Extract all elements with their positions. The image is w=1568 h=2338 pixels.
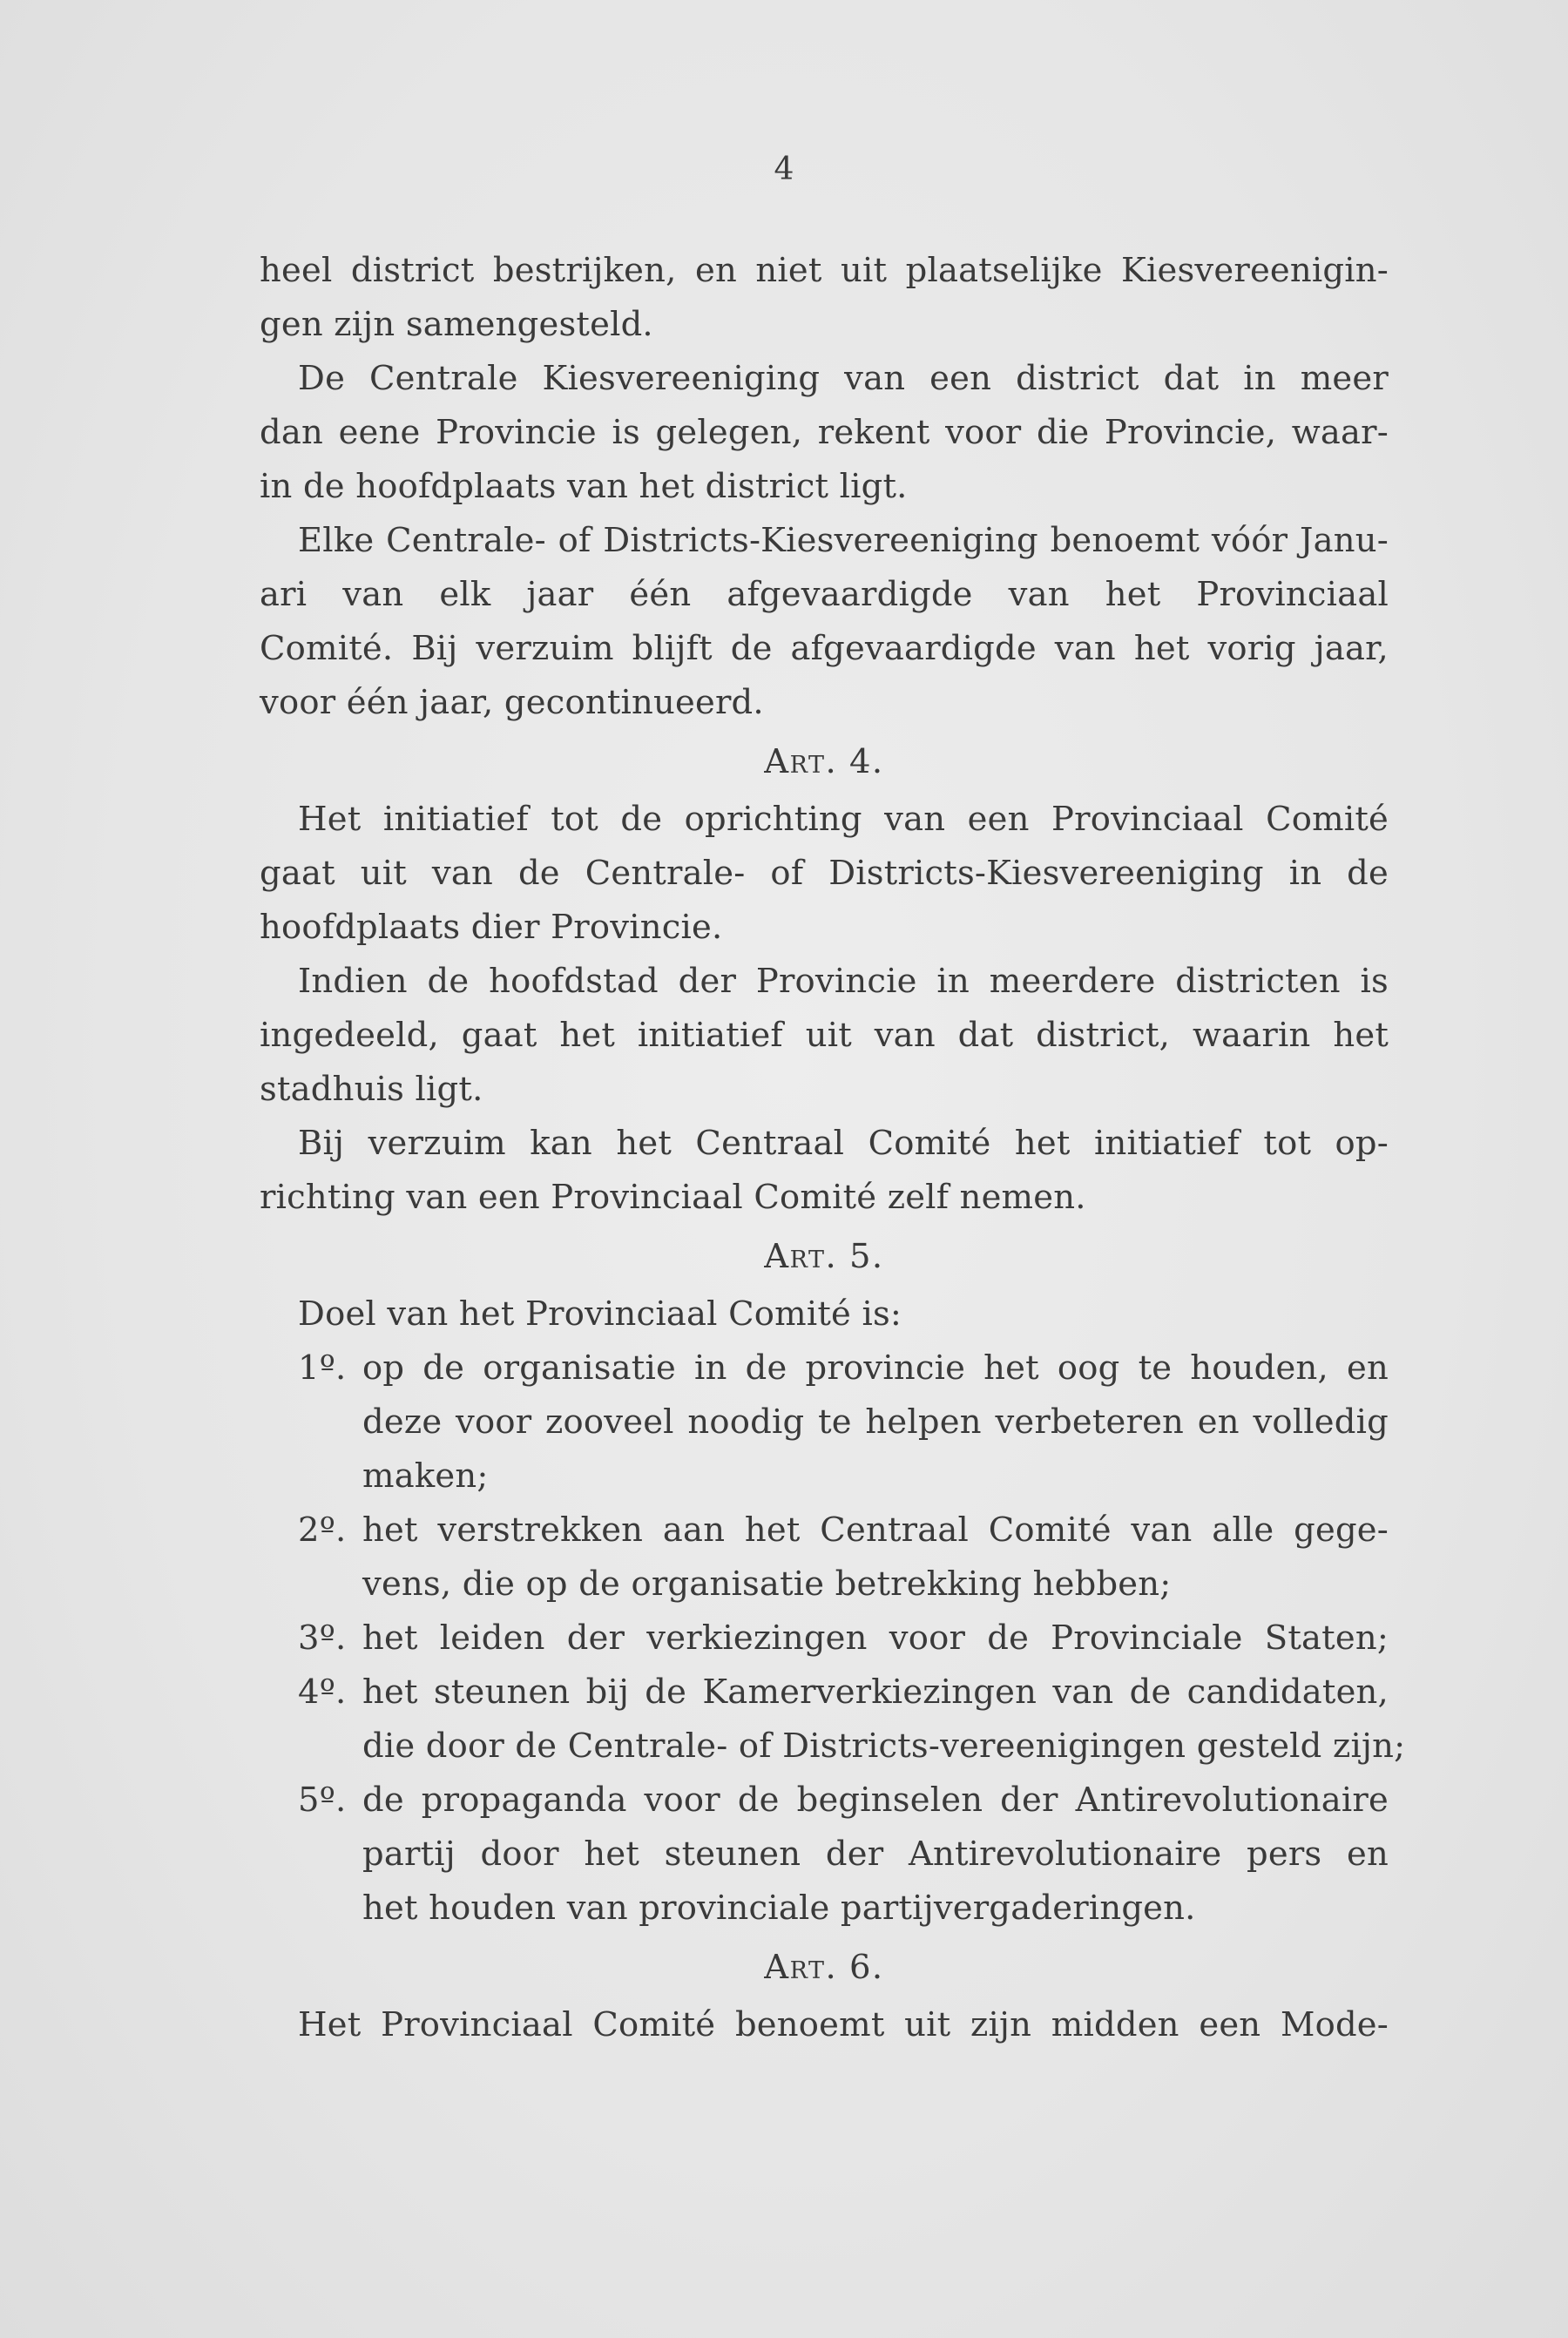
- list-item-line: op de organisatie in de provincie het oog te houden, en: [362, 1348, 1389, 1388]
- list-number: 2º.: [298, 1510, 347, 1550]
- text-line: Elke Centrale- of Districts-Kiesvereeniging benoemt vóór Janu-: [298, 521, 1389, 560]
- text-line: voor één jaar, gecontinueerd.: [260, 683, 764, 722]
- list-item-line: het houden van provinciale partijvergaderingen.: [362, 1889, 1196, 1928]
- list-number: 5º.: [298, 1781, 347, 1820]
- list-item-line: vens, die op de organisatie betrekking hebben;: [362, 1564, 1172, 1604]
- list-item-line: partij door het steunen der Antirevolutionaire pers en: [362, 1835, 1389, 1874]
- text-line: Comité. Bij verzuim blijft de afgevaardigde van het vorig jaar,: [260, 629, 1389, 668]
- text-line: stadhuis ligt.: [260, 1070, 483, 1109]
- text-line: hoofdplaats dier Provincie.: [260, 908, 723, 947]
- article-heading: Art. 4.: [764, 742, 884, 781]
- list-item-line: het leiden der verkiezingen voor de Provinciale Staten;: [362, 1618, 1389, 1658]
- list-number: 1º.: [298, 1348, 347, 1388]
- text-line: Het Provinciaal Comité benoemt uit zijn midden een Mode-: [298, 2005, 1389, 2044]
- text-line: richting van een Provinciaal Comité zelf nemen.: [260, 1178, 1086, 1217]
- text-line: De Centrale Kiesvereeniging van een district dat in meer: [298, 359, 1389, 398]
- text-line: ari van elk jaar één afgevaardigde van het Provinciaal: [260, 575, 1389, 614]
- list-number: 4º.: [298, 1672, 347, 1712]
- text-line: in de hoofdplaats van het district ligt.: [260, 467, 908, 506]
- text-line: heel district bestrijken, en niet uit plaatselijke Kiesvereenigin-: [260, 251, 1389, 290]
- list-item-line: deze voor zooveel noodig te helpen verbeteren en volledig: [362, 1402, 1389, 1442]
- text-line: gen zijn samengesteld.: [260, 305, 653, 344]
- article-heading: Art. 5.: [764, 1237, 884, 1276]
- article-heading: Art. 6.: [764, 1948, 884, 1987]
- list-item-line: het steunen bij de Kamerverkiezingen van de candidaten,: [362, 1672, 1389, 1712]
- text-line: ingedeeld, gaat het initiatief uit van dat district, waarin het: [260, 1016, 1389, 1055]
- text-line: Doel van het Provinciaal Comité is:: [298, 1294, 902, 1334]
- list-item-line: de propaganda voor de beginselen der Antirevolutionaire: [362, 1781, 1389, 1820]
- list-item-line: die door de Centrale- of Districts-vereenigingen gesteld zijn;: [362, 1726, 1406, 1766]
- text-line: Indien de hoofdstad der Provincie in meerdere districten is: [298, 962, 1389, 1001]
- list-item-line: maken;: [362, 1456, 489, 1496]
- text-line: Het initiatief tot de oprichting van een Provinciaal Comité: [298, 800, 1389, 839]
- list-number: 3º.: [298, 1618, 347, 1658]
- text-line: dan eene Provincie is gelegen, rekent voor die Provincie, waar-: [260, 413, 1389, 452]
- text-line: gaat uit van de Centrale- of Districts-Kiesvereeniging in de: [260, 854, 1389, 893]
- text-line: Bij verzuim kan het Centraal Comité het initiatief tot op-: [298, 1124, 1389, 1163]
- page-number: 4: [774, 152, 794, 187]
- list-item-line: het verstrekken aan het Centraal Comité van alle gege-: [362, 1510, 1389, 1550]
